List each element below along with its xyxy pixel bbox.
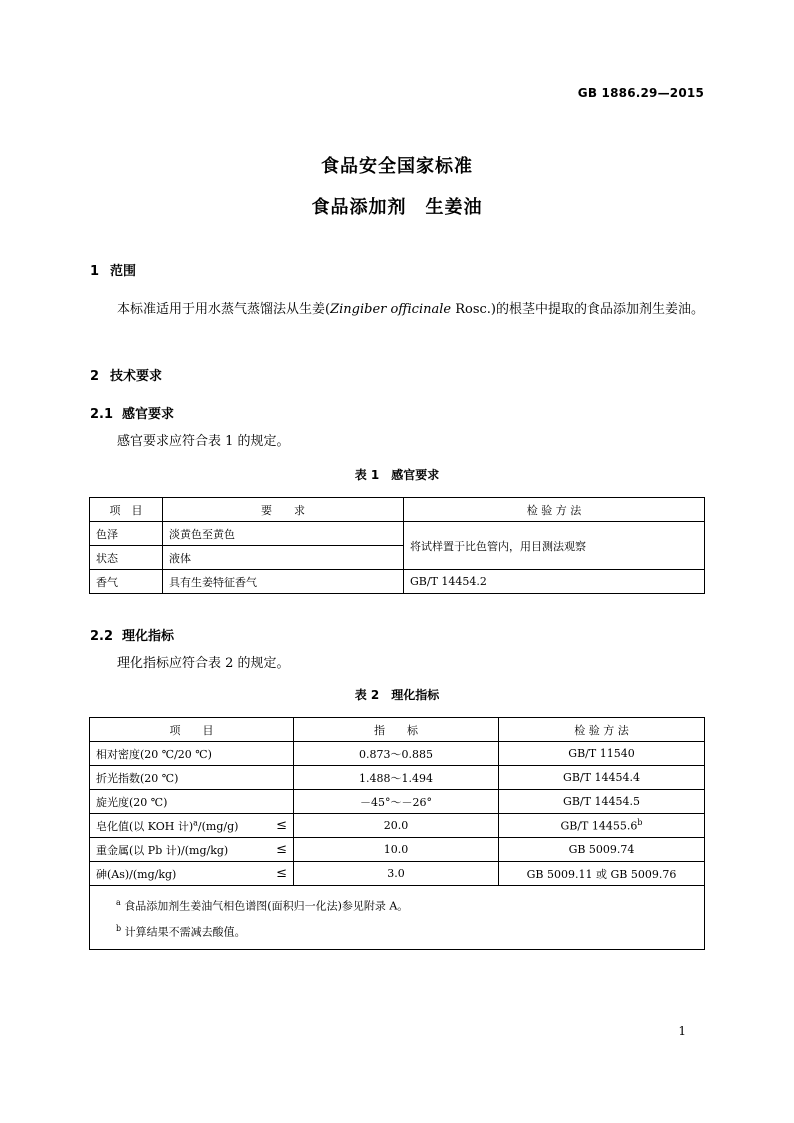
section-2-1-heading	[90, 403, 174, 422]
footnote-mark: b	[637, 818, 643, 828]
cell-method: GB/T 11540	[499, 742, 705, 766]
cell-requirement: 具有生姜特征香气	[163, 570, 404, 594]
cell-value: 3.0	[294, 862, 499, 886]
less-equal-sign: ≤	[276, 841, 287, 857]
cell-item	[90, 814, 294, 838]
table-row	[90, 742, 705, 766]
table-1-caption: 表 1 感官要求	[354, 468, 440, 482]
footnote-a	[116, 892, 704, 918]
item-text: 皂化值(以 KOH 计)	[96, 819, 194, 833]
header-method: 检 验 方 法	[404, 498, 705, 522]
table-row	[90, 838, 705, 862]
footnote-mark: a	[116, 898, 121, 907]
cell-item: 状态	[90, 546, 163, 570]
section-1-text	[90, 297, 706, 322]
cell-value: －45°～－26°	[294, 790, 499, 814]
cell-value: 0.873～0.885	[294, 742, 499, 766]
table-row	[90, 570, 705, 594]
item-unit: /(mg/g)	[197, 819, 239, 833]
footnote-mark: b	[116, 923, 122, 933]
document-subtitle: 食品添加剂 生姜油	[311, 197, 483, 218]
section-1-heading	[90, 260, 136, 279]
item-text: 重金属(以 Pb 计)/(mg/kg)	[96, 843, 229, 857]
cell-item: 折光指数(20 ℃)	[90, 766, 294, 790]
table-row	[90, 522, 705, 546]
section-title: 技术要求	[110, 369, 163, 384]
method-text: GB/T 14455.6	[560, 819, 638, 833]
cell-requirement: 淡黄色至黄色	[163, 522, 404, 546]
header-requirement: 要 求	[163, 498, 404, 522]
cell-method: GB/T 14454.2	[404, 570, 705, 594]
table-row	[90, 790, 705, 814]
cell-requirement: 液体	[163, 546, 404, 570]
table-1	[89, 497, 705, 594]
footnote-mark: a	[193, 817, 198, 827]
section-2-2-heading	[90, 625, 174, 644]
table-row	[90, 862, 705, 886]
cell-value: 20.0	[294, 814, 499, 838]
page-number: 1	[678, 1024, 686, 1038]
item-text: 砷(As)/(mg/kg)	[96, 867, 177, 881]
cell-item	[90, 838, 294, 862]
section-title: 理化指标	[122, 629, 175, 644]
table-2-caption: 表 2 理化指标	[354, 688, 440, 702]
footnote-b	[116, 918, 704, 944]
section-number: 2	[90, 369, 100, 384]
less-equal-sign: ≤	[276, 865, 287, 881]
cell-item: 旋光度(20 ℃)	[90, 790, 294, 814]
cell-value: 1.488～1.494	[294, 766, 499, 790]
section-number: 1	[90, 264, 100, 279]
section-number: 2.1	[90, 407, 114, 422]
cell-item: 香气	[90, 570, 163, 594]
table-row	[90, 766, 705, 790]
section-title: 范围	[110, 264, 137, 279]
table-notes-row	[90, 886, 705, 950]
table-2	[89, 717, 705, 950]
table-header-row	[90, 498, 705, 522]
latin-name: Zingiber officinale	[330, 302, 452, 317]
document-title: 食品安全国家标准	[321, 156, 473, 177]
cell-value: 10.0	[294, 838, 499, 862]
table-notes	[90, 886, 705, 950]
section-2-1-text: 感官要求应符合表 1 的规定。	[117, 434, 290, 449]
cell-item: 相对密度(20 ℃/20 ℃)	[90, 742, 294, 766]
cell-method: 将试样置于比色管内，用目测法观察	[404, 522, 705, 570]
header-item: 项 目	[90, 498, 163, 522]
text-part: Rosc.)的根茎中提取的食品添加剂生姜油。	[451, 302, 704, 317]
table-header-row	[90, 718, 705, 742]
footnote-text: 食品添加剂生姜油气相色谱图(面积归一化法)参见附录 A。	[124, 899, 409, 913]
section-number: 2.2	[90, 629, 114, 644]
section-2-2-text: 理化指标应符合表 2 的规定。	[117, 656, 290, 671]
cell-item: 色泽	[90, 522, 163, 546]
footnote-text: 计算结果不需减去酸值。	[124, 925, 246, 939]
table-row	[90, 814, 705, 838]
cell-method: GB 5009.11 或 GB 5009.76	[499, 862, 705, 886]
cell-method: GB/T 14454.4	[499, 766, 705, 790]
section-title: 感官要求	[122, 407, 175, 422]
cell-method	[499, 814, 705, 838]
header-method: 检 验 方 法	[499, 718, 705, 742]
text-part: 本标准适用于用水蒸气蒸馏法从生姜(	[117, 302, 331, 317]
header-value: 指 标	[294, 718, 499, 742]
cell-method: GB/T 14454.5	[499, 790, 705, 814]
standard-code: GB 1886.29—2015	[577, 86, 704, 100]
less-equal-sign: ≤	[276, 817, 287, 833]
header-item: 项 目	[90, 718, 294, 742]
cell-item	[90, 862, 294, 886]
section-2-heading	[90, 365, 162, 384]
cell-method: GB 5009.74	[499, 838, 705, 862]
